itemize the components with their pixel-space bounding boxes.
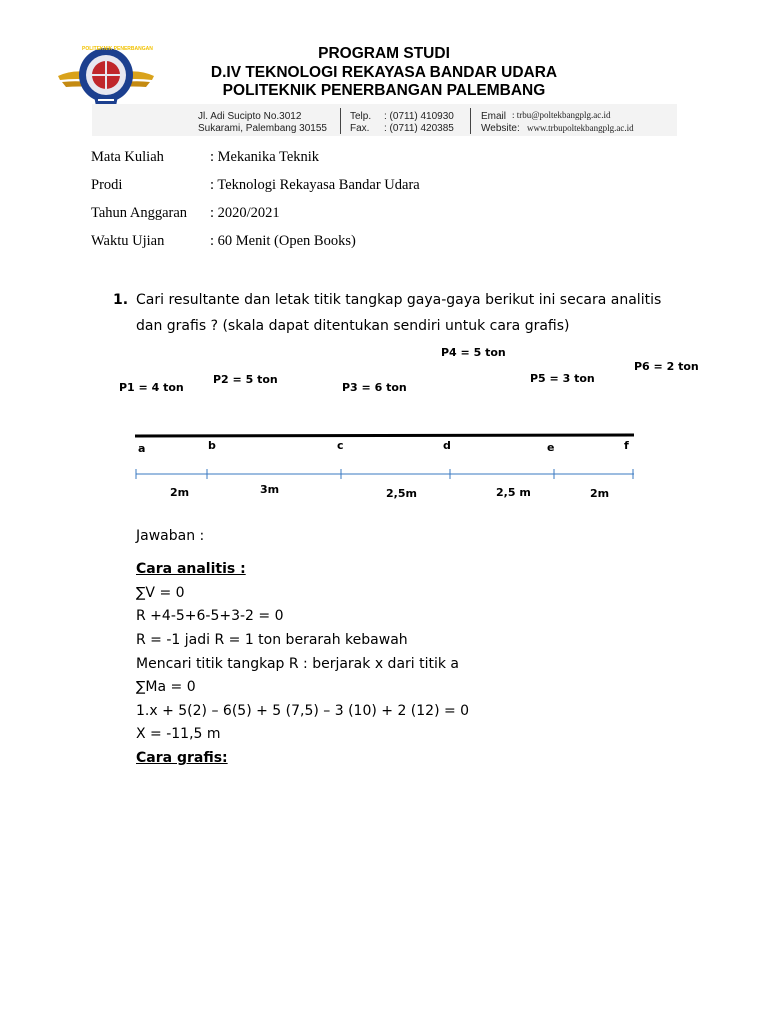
- point-label-b: b: [208, 439, 216, 452]
- website-value: www.trbupoltekbangplg.ac.id: [527, 123, 634, 133]
- info-value: : Teknologi Rekayasa Bandar Udara: [210, 177, 420, 193]
- answer-line: X = -11,5 m: [136, 726, 221, 742]
- website-label: Website:: [481, 123, 520, 134]
- info-label: Tahun Anggaran: [91, 205, 188, 221]
- force-label-p1: P1 = 4 ton: [119, 381, 184, 394]
- force-label-p2: P2 = 5 ton: [213, 373, 278, 386]
- answer-line: R = -1 jadi R = 1 ton berarah kebawah: [136, 632, 408, 648]
- department-title: D.IV TEKNOLOGI REKAYASA BANDAR UDARA: [210, 64, 558, 81]
- telp-label: Telp.: [350, 111, 372, 122]
- span-label: 2m: [590, 487, 610, 500]
- answer-heading: Jawaban :: [136, 528, 205, 544]
- email-label: Email: [481, 111, 507, 122]
- span-label: 3m: [260, 483, 280, 496]
- force-label-p4: P4 = 5 ton: [441, 346, 506, 359]
- logo-text: POLITEKNIK PENERBANGAN: [82, 46, 153, 52]
- info-label: Mata Kuliah: [91, 149, 164, 165]
- point-label-e: e: [547, 441, 555, 454]
- info-value: : Mekanika Teknik: [210, 149, 320, 165]
- point-label-a: a: [138, 442, 146, 455]
- email-value: : trbu@poltekbangplg.ac.id: [512, 110, 611, 120]
- telp-value: : (0711) 410930: [384, 111, 454, 122]
- answer-line: R +4-5+6-5+3-2 = 0: [136, 608, 284, 624]
- answer-line: ∑Ma = 0: [136, 679, 196, 695]
- address-line-2: Sukarami, Palembang 30155: [198, 123, 327, 134]
- point-label-f: f: [624, 439, 629, 452]
- fax-label: Fax.: [350, 123, 370, 134]
- span-label: 2,5m: [386, 487, 417, 500]
- question-line-2: dan grafis ? (skala dapat ditentukan sendiri untuk cara grafis): [136, 318, 570, 334]
- info-label: Prodi: [91, 177, 123, 193]
- answer-line: ∑V = 0: [136, 585, 185, 601]
- force-label-p6: P6 = 2 ton: [634, 360, 699, 373]
- fax-value: : (0711) 420385: [384, 123, 454, 134]
- analytic-heading: Cara analitis :: [136, 561, 246, 577]
- program-title: PROGRAM STUDI: [318, 45, 450, 62]
- point-label-d: d: [443, 439, 451, 452]
- span-label: 2m: [170, 486, 190, 499]
- info-value: : 2020/2021: [210, 205, 280, 221]
- force-label-p3: P3 = 6 ton: [342, 381, 407, 394]
- span-label: 2,5 m: [496, 486, 531, 499]
- answer-line: 1.x + 5(2) – 6(5) + 5 (7,5) – 3 (10) + 2 (12) = 0: [136, 703, 470, 719]
- address-line-1: Jl. Adi Sucipto No.3012: [198, 111, 302, 122]
- institution-title: POLITEKNIK PENERBANGAN PALEMBANG: [222, 82, 546, 99]
- info-value: : 60 Menit (Open Books): [210, 233, 356, 249]
- info-label: Waktu Ujian: [91, 233, 165, 249]
- answer-line: Mencari titik tangkap R : berjarak x dari titik a: [136, 656, 460, 672]
- question-number: 1.: [113, 292, 129, 308]
- question-line-1: Cari resultante dan letak titik tangkap gaya-gaya berikut ini secara analitis: [136, 292, 662, 308]
- graphic-heading: Cara grafis:: [136, 750, 228, 766]
- point-label-c: c: [337, 439, 344, 452]
- beam-line: [135, 435, 634, 436]
- force-label-p5: P5 = 3 ton: [530, 372, 595, 385]
